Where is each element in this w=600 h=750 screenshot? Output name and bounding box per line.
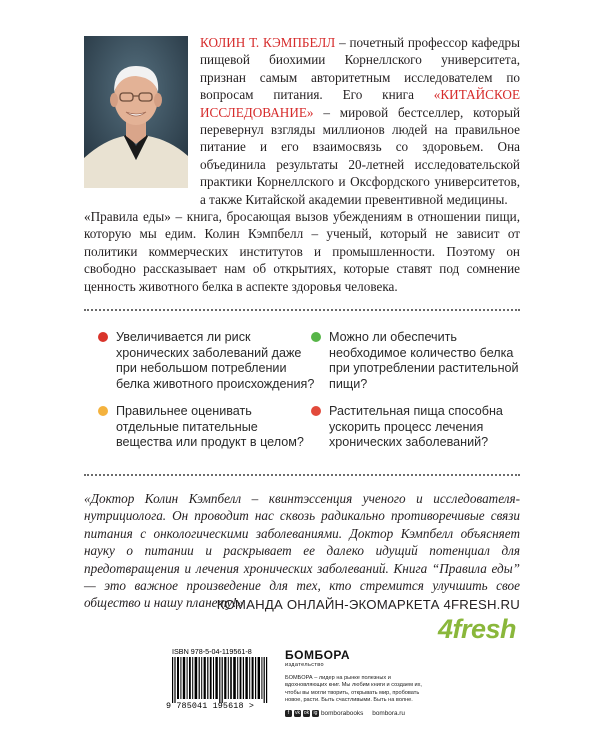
author-portrait-image	[84, 36, 188, 188]
4fresh-logo: 4fresh	[438, 614, 517, 644]
quote-signature: КОМАНДА ОНЛАЙН-ЭКОМАРКЕТА 4FRESH.RU	[216, 597, 520, 612]
book-intro: «Правила еды» – книга, бросающая вызов убеждениям в отношении пищи, которую мы едим. Колин Кэмпбелл – ученый, который не зависит от политики коммерческих институтов и промышленности. Поэтому он свободно рассказывает нам об открытиях, которые ставят под сомнение ценность животного белка в аспекте здоровья человека.	[84, 209, 520, 294]
question-text: Правильнее оценивать отдельные питательные вещества или продукт в целом?	[116, 404, 304, 450]
question-item	[329, 330, 529, 392]
publisher-subtitle: издательство	[285, 662, 325, 668]
question-item	[116, 404, 316, 451]
facebook-icon: f	[285, 710, 292, 717]
author-photo	[84, 36, 188, 188]
bio-text-part-2: – мировой бестселлер, который перевернул взгляды миллионов людей на правильное питание и его взаимосвязь со здоровьем. Она объединила результаты 20-летней исследовательской практики Корнеллского и Оксфордского университетов, а также Китайской академии превентивной медицины.	[200, 104, 520, 207]
odnoklassniki-icon: ok	[303, 710, 310, 716]
question-text: Можно ли обеспечить необходимое количество белка при употреблении растительной пищи?	[329, 330, 519, 391]
divider-bottom	[84, 474, 520, 476]
barcode-digits: 9 785041 195618 >	[166, 701, 254, 711]
question-text: Увеличивается ли риск хронических заболеваний даже при небольшом потреблении белка животного происхождения?	[116, 330, 315, 391]
publisher-about: БОМБОРА – лидер на рынке полезных и вдохновляющих книг. Мы любим книги и создаем их, чтобы вы могли творить, открывать мир, пробовать новое, расти. Быть счастливыми. Быть на волне.	[285, 675, 422, 703]
isbn-number: ISBN 978-5-04-119561-8	[172, 647, 252, 656]
red-bullet-icon	[311, 406, 321, 416]
publisher-socials	[285, 710, 405, 717]
red-bullet-icon	[98, 332, 108, 342]
publisher-name: БОМБОРА	[285, 648, 351, 662]
review-quote: «Доктор Колин Кэмпбелл – квинтэссенция ученого и исследователя-нутрициолога. Он проводит нас сквозь радикально противоречивые связи питания с онкологическими заболеваниями. Доктор Кэмпбелл объясняет науку о питании и раскрывает ее далеко идущий потенциал для предотвращения и лечения хронических заболеваний. Книга “Правила еды” — это важное произведение для тех, кто стремится улучшить свое общество и нашу планету!»	[84, 491, 520, 611]
orange-bullet-icon	[98, 406, 108, 416]
instagram-icon: ig	[313, 710, 318, 716]
publisher-site: bombora.ru	[372, 710, 405, 717]
author-name: КОЛИН Т. КЭМПБЕЛЛ	[200, 35, 336, 50]
question-text: Растительная пища способна ускорить процесс лечения хронических заболеваний?	[329, 404, 503, 450]
publisher-block	[285, 648, 422, 703]
author-bio	[200, 34, 520, 208]
book-title: «КИТАЙСКОЕ ИССЛЕДОВАНИЕ»	[200, 87, 520, 120]
vk-icon: vk	[295, 710, 300, 716]
barcode-icon	[172, 657, 270, 703]
divider-top	[84, 309, 520, 311]
question-item	[329, 404, 529, 451]
bio-text-part-1: – почетный профессор кафедры пищевой биохимии Корнеллского университета, признан самым авторитетным исследователем по вопросам питания. Его книга	[200, 35, 520, 103]
green-bullet-icon	[311, 332, 321, 342]
question-item	[116, 330, 316, 392]
social-handle: bomborabooks	[321, 710, 364, 717]
